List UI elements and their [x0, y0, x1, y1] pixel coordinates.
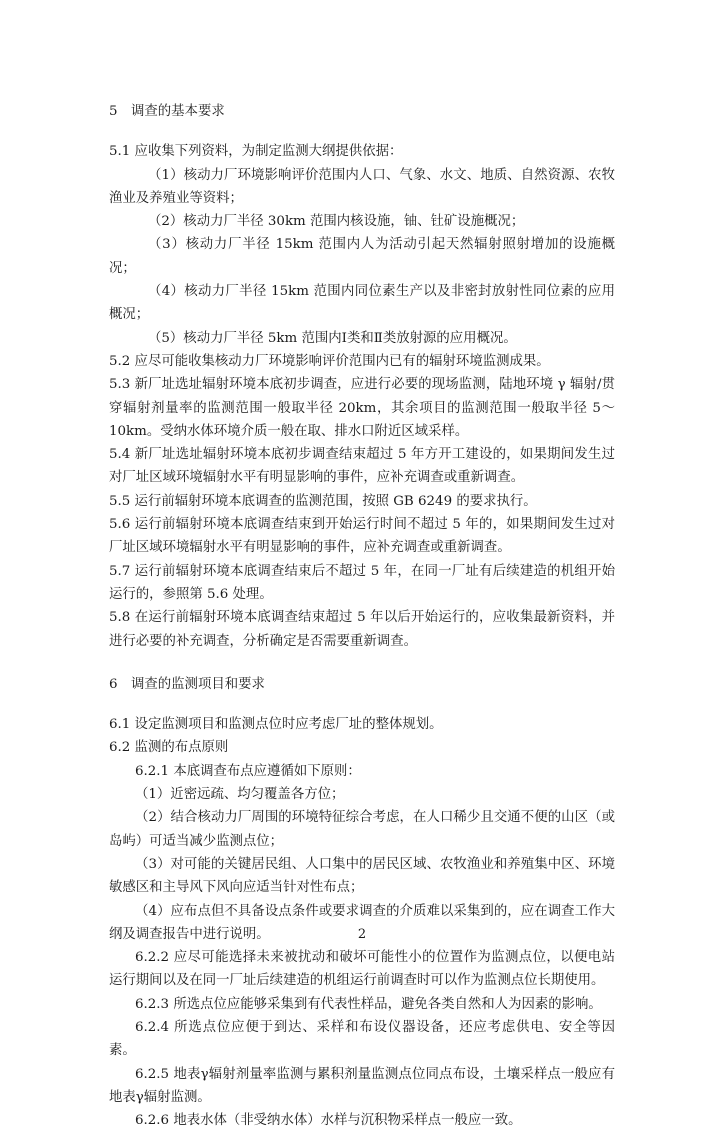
clause-6-2-3: 6.2.3 所选点位应能够采集到有代表性样品，避免各类自然和人为因素的影响。	[135, 996, 602, 1012]
section-5-heading	[109, 100, 615, 123]
section-6-number: 6	[109, 676, 118, 692]
clause-5-6: 5.6 运行前辐射环境本底调查结束到开始运行时间不超过 5 年的，如果期间发生过对厂址区域环境辐射水平有明显影响的事件，应补充调查或重新调查。	[109, 517, 615, 556]
clause-6-2-5: 6.2.5 地表γ辐射剂量率监测与累积剂量监测点位同点布设，土壤采样点一般应有地表γ辐射监测。	[109, 1066, 615, 1105]
spacer	[109, 653, 615, 665]
clause-6-2-1-item-4: （4）应布点但不具备设点条件或要求调查的介质难以采集到的，应在调查工作大纲及调查报告中进行说明。	[109, 903, 615, 942]
clause-5-1-item-4: （4）核动力厂半径 15km 范围内同位素生产以及非密封放射性同位素的应用概况；	[109, 284, 615, 323]
clause-5-1-item-2: （2）核动力厂半径 30km 范围内核设施，铀、钍矿设施概况；	[148, 214, 525, 230]
clause-5-3: 5.3 新厂址选址辐射环境本底初步调查，应进行必要的现场监测，陆地环境 γ 辐射/贯穿辐射剂量率的监测范围一般取半径 20km，其余项目的监测范围一般取半径 5～10km。受纳水体环境介质一般在取、排水口附近区域采样。	[109, 377, 615, 439]
clause-6-2-2: 6.2.2 应尽可能选择未来被扰动和破坏可能性小的位置作为监测点位，以便电站运行期间以及在同一厂址后续建造的机组运行前调查时可以作为监测点位长期使用。	[109, 950, 615, 989]
section-6-heading	[109, 673, 615, 696]
clause-6-2-1: 6.2.1 本底调查布点应遵循如下原则：	[135, 763, 361, 779]
document-body	[109, 92, 615, 1132]
clause-5-7: 5.7 运行前辐射环境本底调查结束后不超过 5 年，在同一厂址有后续建造的机组开始运行的，参照第 5.6 处理。	[109, 563, 615, 602]
section-5-number: 5	[109, 104, 118, 119]
clause-6-2-4: 6.2.4 所选点位应便于到达、采样和布设仪器设备，还应考虑供电、安全等因素。	[109, 1019, 615, 1059]
clause-6-2-1-item-1: （1）近密远疏、均匀覆盖各方位；	[135, 787, 345, 803]
clause-6-2-1-item-2: （2）结合核动力厂周围的环境特征综合考虑，在人口稀少且交通不便的山区（或岛屿）可适当减少监测点位；	[109, 810, 615, 849]
clause-5-1-item-1: （1）核动力厂环境影响评价范围内人口、气象、水文、地质、自然资源、农牧渔业及养殖业等资料；	[109, 167, 615, 206]
spacer	[109, 123, 615, 140]
clause-5-2: 5.2 应尽可能收集核动力厂环境影响评价范围内已有的辐射环境监测成果。	[109, 353, 550, 369]
clause-5-1-item-3: （3）核动力厂半径 15km 范围内人为活动引起天然辐射照射增加的设施概况；	[109, 237, 615, 276]
clause-5-8: 5.8 在运行前辐射环境本底调查结束超过 5 年以后开始运行的，应收集最新资料，并进行必要的补充调查，分析确定是否需要重新调查。	[109, 610, 615, 649]
section-6-title: 调查的监测项目和要求	[131, 676, 265, 692]
clause-6-2-6: 6.2.6 地表水体（非受纳水体）水样与沉积物采样点一般应一致。	[135, 1113, 522, 1129]
clause-5-4: 5.4 新厂址选址辐射环境本底初步调查结束超过 5 年方开工建设的，如果期间发生过对厂址区域环境辐射水平有明显影响的事件，应补充调查或重新调查。	[109, 447, 615, 486]
section-5-title: 调查的基本要求	[131, 104, 225, 119]
clause-5-1: 5.1 应收集下列资料，为制定监测大纲提供依据：	[109, 144, 403, 160]
clause-5-5: 5.5 运行前辐射环境本底调查的监测范围，按照 GB 6249 的要求执行。	[109, 493, 537, 509]
clause-6-2: 6.2 监测的布点原则	[109, 740, 229, 756]
clause-6-1: 6.1 设定监测项目和监测点位时应考虑厂址的整体规划。	[109, 717, 443, 733]
page-number: 2	[357, 927, 367, 942]
clause-5-1-item-5: （5）核动力厂半径 5km 范围内Ⅰ类和Ⅱ类放射源的应用概况。	[148, 330, 517, 346]
clause-6-2-1-item-3: （3）对可能的关键居民组、人口集中的居民区域、农牧渔业和养殖集中区、环境敏感区和主导风下风向应适当针对性布点；	[109, 856, 615, 896]
spacer	[109, 696, 615, 713]
